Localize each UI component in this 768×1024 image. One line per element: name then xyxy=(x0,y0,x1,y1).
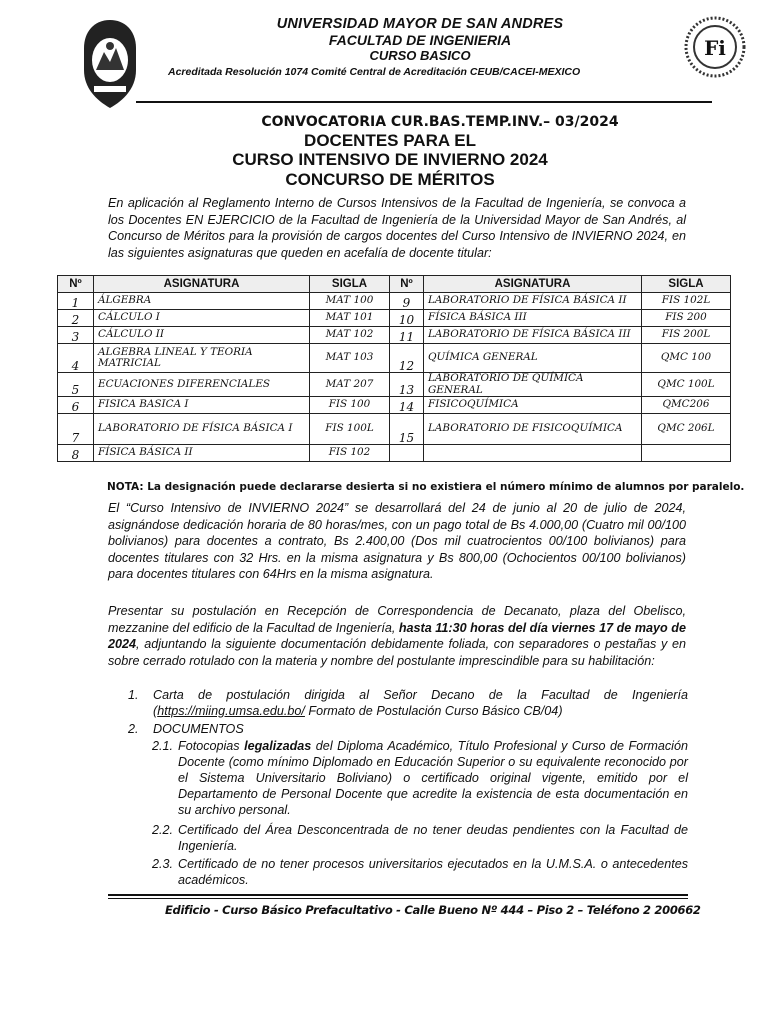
table-row xyxy=(58,414,731,445)
list-subitem-number: 2.1. xyxy=(152,739,174,753)
table-header-row xyxy=(58,276,731,293)
table-row xyxy=(58,310,731,327)
subject-code: MAT 207 xyxy=(310,373,390,397)
subject-name: CÁLCULO II xyxy=(94,327,310,344)
subject-code: FIS 100 xyxy=(310,397,390,414)
col-header-code: SIGLA xyxy=(310,276,390,293)
table-row xyxy=(58,344,731,373)
row-number: 7 xyxy=(58,414,94,445)
subject-name: ALGEBRA LINEAL Y TEORIA MATRICIAL xyxy=(94,344,310,373)
intro-paragraph: En aplicación al Reglamento Interno de Cursos Intensivos de la Facultad de Ingeniería, se convoca a los Docentes EN EJERCICIO de la Facultad de Ingeniería de la Universidad Mayor de San Andrés, al Concurso de Méritos para la provisión de cargos docentes del Curso Intensivo de INVIERNO 2024, en las siguientes asignaturas que queden en acefalía de docente titular: xyxy=(108,196,686,260)
table-note: NOTA: La designación puede declararse desierta si no existiera el número mínimo de alumnos por paralelo. xyxy=(107,481,745,493)
table-row xyxy=(58,397,731,414)
faculty-seal-logo xyxy=(684,16,746,78)
subject-code: FIS 200L xyxy=(642,327,731,344)
subject-name: FÍSICA BÁSICA II xyxy=(94,445,310,462)
course-name: CURSO BASICO xyxy=(369,48,471,63)
row-number: 13 xyxy=(390,373,424,397)
row-number: 8 xyxy=(58,445,94,462)
row-number: 3 xyxy=(58,327,94,344)
subjects-table xyxy=(57,275,731,462)
list-item-text: DOCUMENTOS xyxy=(153,722,244,736)
subject-name: FISICOQUÍMICA xyxy=(424,397,642,414)
subject-code: FIS 102L xyxy=(642,293,731,310)
submission-paragraph xyxy=(108,603,686,669)
subject-code: FIS 102 xyxy=(310,445,390,462)
accreditation-line: Acreditada Resolución 1074 Comité Central de Acreditación CEUB/CACEI-MEXICO xyxy=(168,66,581,78)
footer-address: Edificio - Curso Básico Prefacultativo - Calle Bueno Nº 444 – Piso 2 – Teléfono 2 200662 xyxy=(165,903,701,917)
list-subitem-number: 2.2. xyxy=(152,823,174,837)
row-number: 14 xyxy=(390,397,424,414)
subject-code: MAT 103 xyxy=(310,344,390,373)
subject-name: CÁLCULO I xyxy=(94,310,310,327)
col-header-subject-2: ASIGNATURA xyxy=(424,276,642,293)
subject-code: MAT 101 xyxy=(310,310,390,327)
subject-code: MAT 102 xyxy=(310,327,390,344)
subject-code: FIS 200 xyxy=(642,310,731,327)
footer-divider xyxy=(108,894,688,896)
table-row xyxy=(58,293,731,310)
subject-code: FIS 100L xyxy=(310,414,390,445)
subject-name: ÁLGEBRA xyxy=(94,293,310,310)
col-header-code-2: SIGLA xyxy=(642,276,731,293)
row-number: 2 xyxy=(58,310,94,327)
subject-name: LABORATORIO DE FÍSICA BÁSICA III xyxy=(424,327,642,344)
list-item-number: 1. xyxy=(128,688,139,702)
university-name: UNIVERSIDAD MAYOR DE SAN ANDRES xyxy=(276,16,564,32)
row-number: 1 xyxy=(58,293,94,310)
table-row xyxy=(58,445,731,462)
table-row xyxy=(58,373,731,397)
subject-code xyxy=(642,445,731,462)
subject-name xyxy=(424,445,642,462)
table-row xyxy=(58,327,731,344)
title-line-1: DOCENTES PARA EL xyxy=(304,131,476,150)
list-subitem-text: Certificado del Área Desconcentrada de no tener deudas pendientes con la Facultad de Ingeniería. xyxy=(178,823,688,853)
row-number xyxy=(390,445,424,462)
row-number: 10 xyxy=(390,310,424,327)
list-item-text xyxy=(153,687,688,719)
title-line-3: CONCURSO DE MÉRITOS xyxy=(285,170,495,189)
subject-name: FÍSICA BÁSICA III xyxy=(424,310,642,327)
footer-divider-thin xyxy=(108,898,688,899)
row-number: 9 xyxy=(390,293,424,310)
row-number: 5 xyxy=(58,373,94,397)
subject-name: FISICA BASICA I xyxy=(94,397,310,414)
subject-name: LABORATORIO DE FÍSICA BÁSICA I xyxy=(94,414,310,445)
faculty-logo-text: Fi xyxy=(704,36,726,60)
faculty-name: FACULTAD DE INGENIERIA xyxy=(328,32,512,48)
list-item-text-pre: Carta de postulación dirigida al Señor Decano de la Facultad de Ingeniería ( xyxy=(153,688,688,718)
col-header-subject: ASIGNATURA xyxy=(94,276,310,293)
subject-name: ECUACIONES DIFERENCIALES xyxy=(94,373,310,397)
subitem-text-pre: Fotocopias xyxy=(178,739,245,753)
subject-name: LABORATORIO DE FÍSICA BÁSICA II xyxy=(424,293,642,310)
list-item-number: 2. xyxy=(128,722,139,736)
col-header-number: Nº xyxy=(58,276,94,293)
faculty-website-link[interactable]: https://miing.umsa.edu.bo/ xyxy=(157,704,305,718)
subject-name: LABORATORIO DE QUÍMICA GENERAL xyxy=(424,373,642,397)
subitem-text-bold: legalizadas xyxy=(244,739,312,753)
list-subitem-text: Certificado de no tener procesos universitarios ejecutados en la U.M.S.A. o antecedentes académicos. xyxy=(178,857,688,887)
list-subitem-text xyxy=(178,738,688,818)
convocatoria-code: CONVOCATORIA CUR.BAS.TEMP.INV.– 03/2024 xyxy=(261,114,619,130)
row-number: 4 xyxy=(58,344,94,373)
title-line-2: CURSO INTENSIVO DE INVIERNO 2024 xyxy=(232,150,548,169)
row-number: 15 xyxy=(390,414,424,445)
col-header-number-2: Nº xyxy=(390,276,424,293)
subject-code: QMC 100 xyxy=(642,344,731,373)
submission-text-pre: Presentar su postulación en Recepción de Correspondencia de Decanato, plaza del Obelisco, mezzanine del edificio de la Facultad de Ingeniería, xyxy=(108,604,686,635)
row-number: 6 xyxy=(58,397,94,414)
row-number: 11 xyxy=(390,327,424,344)
subject-code: QMC206 xyxy=(642,397,731,414)
university-seal-logo xyxy=(82,18,138,110)
list-subitem-number: 2.3. xyxy=(152,857,174,871)
subject-code: QMC 206L xyxy=(642,414,731,445)
subject-name: QUÍMICA GENERAL xyxy=(424,344,642,373)
subject-code: QMC 100L xyxy=(642,373,731,397)
list-item-text-post: Formato de Postulación Curso Básico CB/04) xyxy=(304,704,563,718)
subject-name: LABORATORIO DE FISICOQUÍMICA xyxy=(424,414,642,445)
schedule-paragraph: El “Curso Intensivo de INVIERNO 2024” se desarrollará del 24 de junio al 20 de julio de 2024, asignándose dedicación horaria de 80 horas/mes, con un pago total de Bs 4.000,00 (Cuatro mil 00/100 bolivianos) para docentes a contrato, Bs 2.400,00 (Dos mil cuatrocientos 00/100 bolivianos) para docentes titulares con 32 Hrs. en la misma asignatura y Bs 800,00 (Ochocientos 00/100 bolivianos) para docentes titulares con 64Hrs en la misma asignatura. xyxy=(108,501,686,581)
subject-code: MAT 100 xyxy=(310,293,390,310)
subitem-text-post: del Diploma Académico, Título Profesional y Curso de Formación Docente (como mínimo Diplomado en Educación Superior o su equivalente reconocido por el Sistema Universitario Boliviano) o certificado original vigente, emitido por el Departamento de Personal Docente que acredite la existencia de esta documentación en su archivo personal. xyxy=(178,739,688,817)
submission-deadline: hasta 11:30 horas del día viernes 17 de mayo de 2024 xyxy=(108,620,686,651)
row-number: 12 xyxy=(390,344,424,373)
submission-text-post: , adjuntando la siguiente documentación debidamente foliada, con separadores o pestañas y en sobre cerrado rotulado con la materia y nombre del postulante imprescindible para su habilitación: xyxy=(108,637,686,668)
header-divider xyxy=(136,101,712,103)
